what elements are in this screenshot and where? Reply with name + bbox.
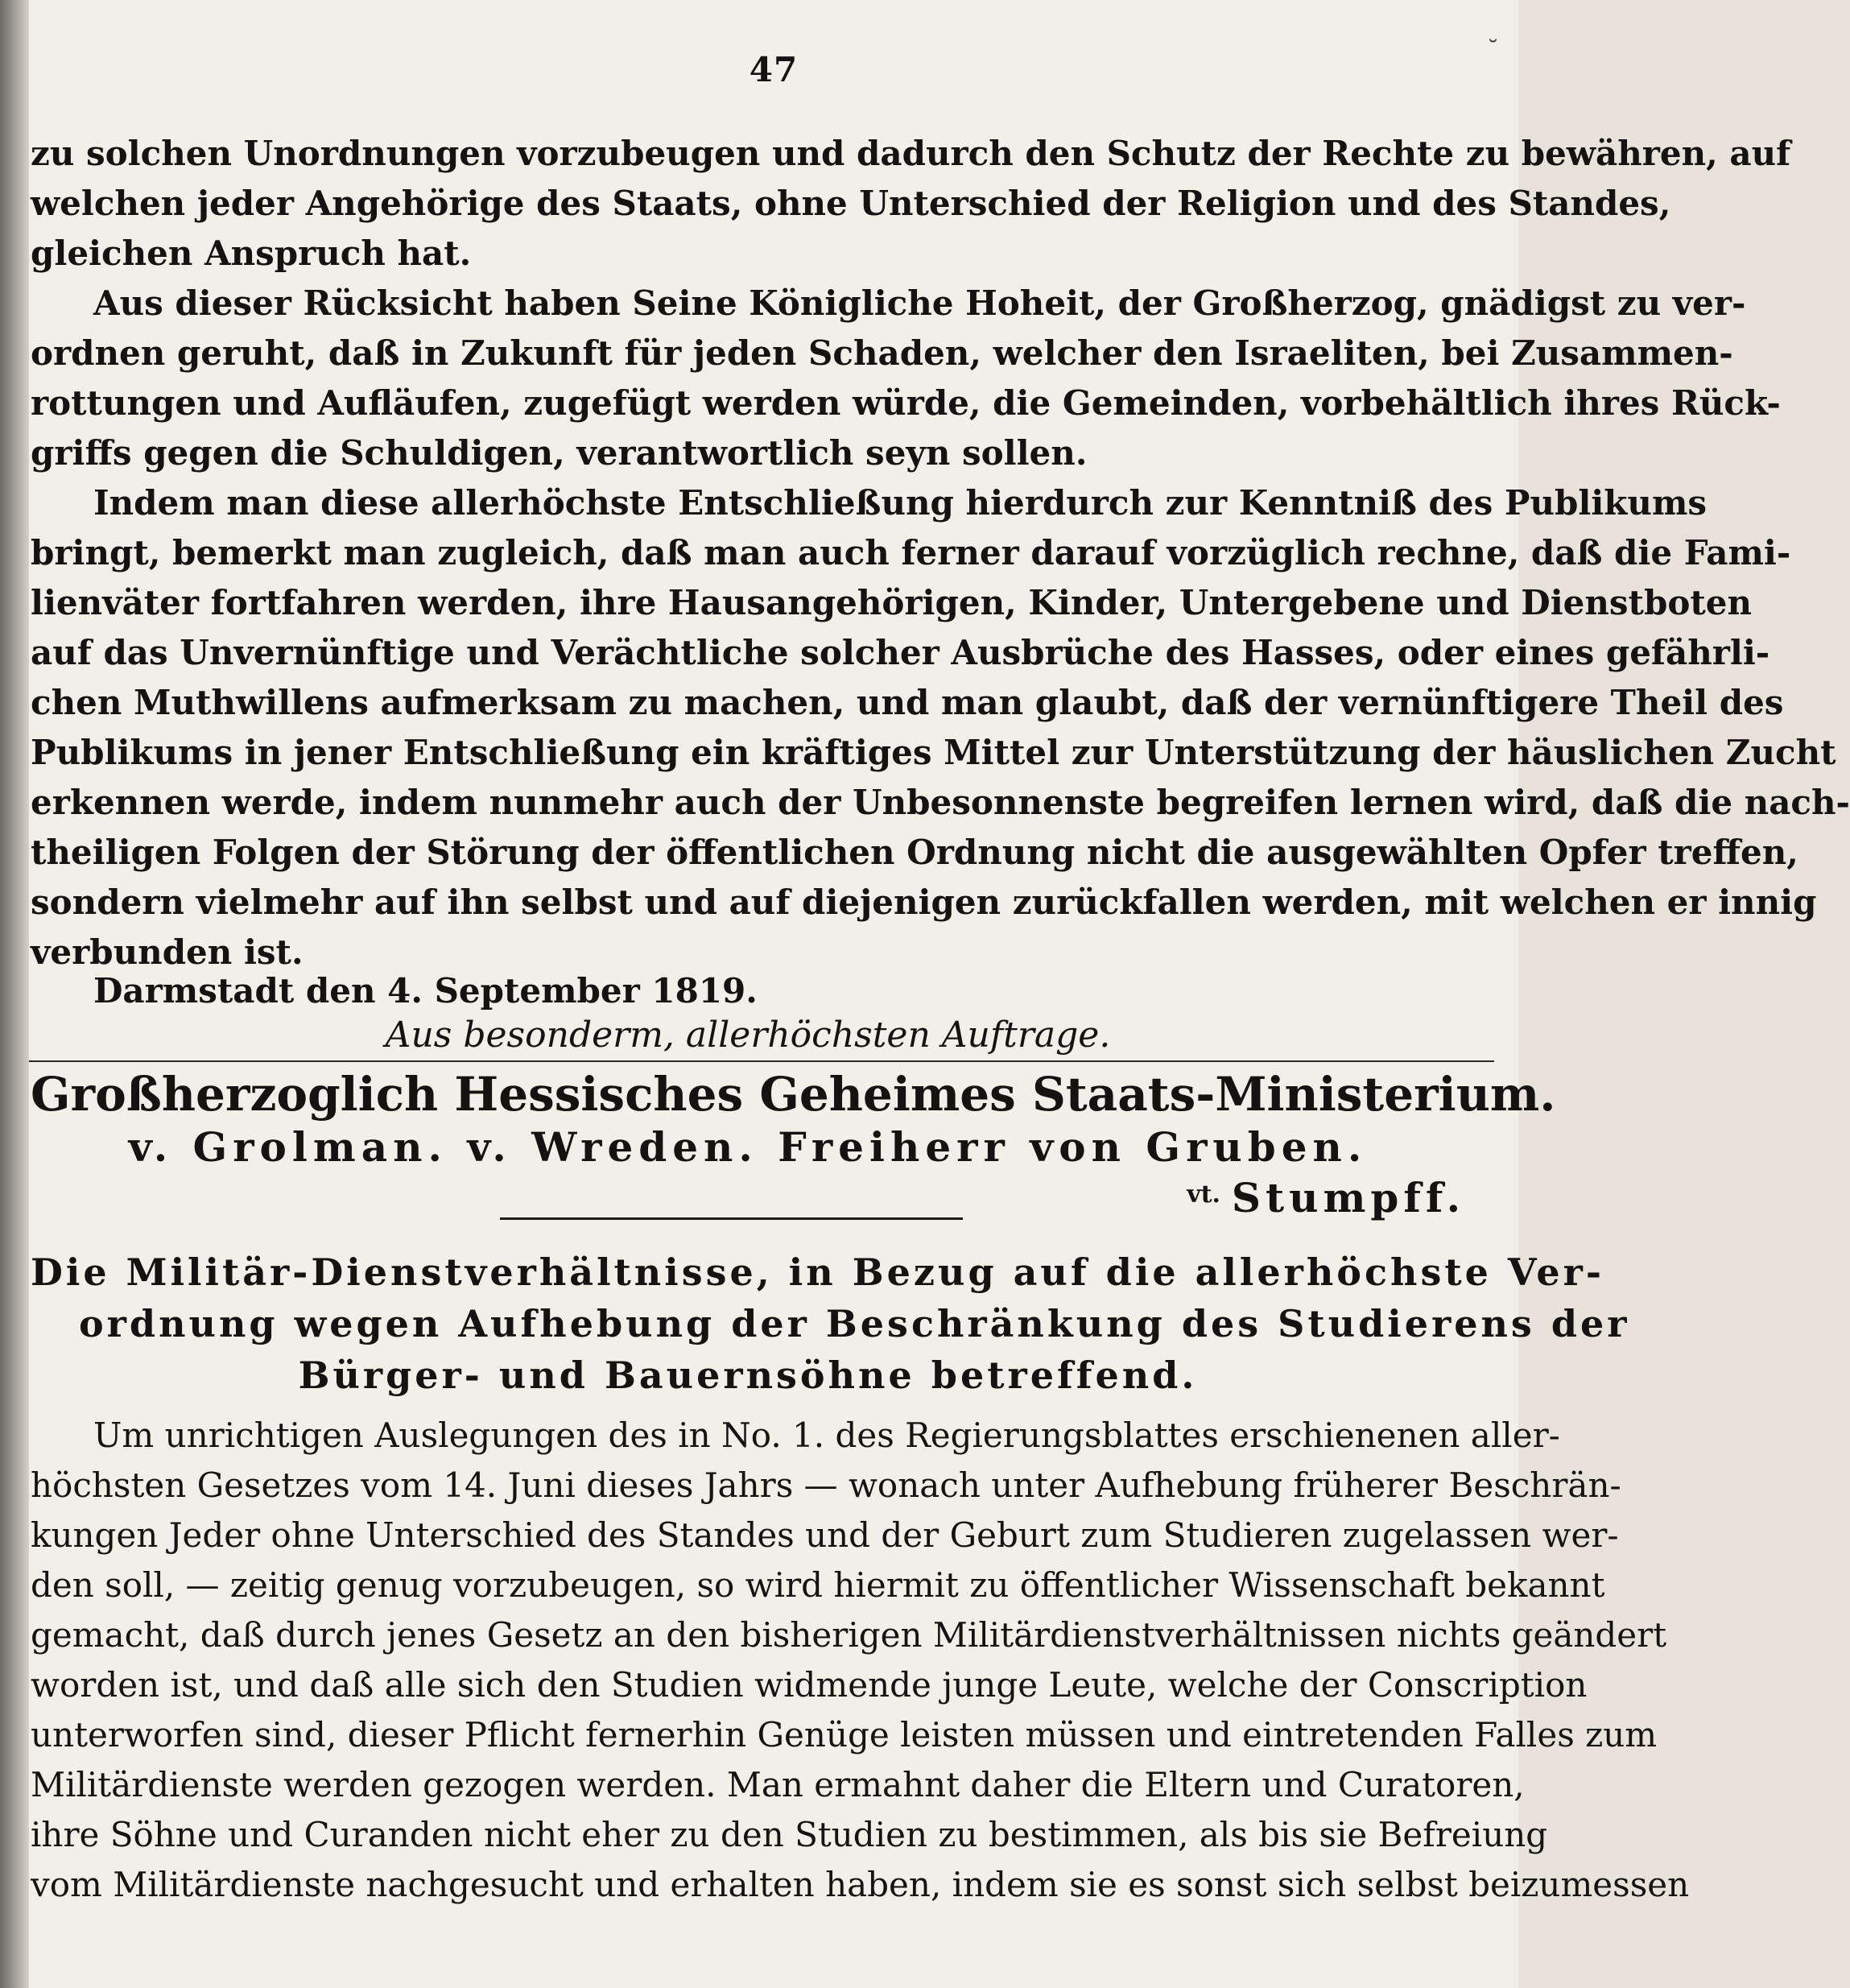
text-line: ordnen geruht, daß in Zukunft für jeden Schaden, welcher den Israeliten, bei Zusammen- — [31, 333, 1733, 373]
page-edge-mark: ˘ — [1487, 36, 1499, 64]
text-line: ihre Söhne und Curanden nicht eher zu den Studien zu bestimmen, als bis sie Befreiung — [31, 1815, 1548, 1854]
section-divider — [29, 1060, 1494, 1062]
text-line: höchsten Gesetzes vom 14. Juni dieses Jahrs — wonach unter Aufhebung früherer Beschrän- — [31, 1465, 1621, 1505]
text-line: bringt, bemerkt man zugleich, daß man auch ferner darauf vorzüglich rechne, daß die Fami- — [31, 533, 1791, 572]
text-line: griffs gegen die Schuldigen, verantwortlich seyn sollen. — [31, 433, 1088, 473]
text-line: Aus dieser Rücksicht haben Seine Königliche Hoheit, der Großherzog, gnädigst zu ver- — [93, 283, 1746, 323]
book-gutter-shadow — [0, 0, 29, 1988]
text-line: den soll, — zeitig genug vorzubeugen, so wird hiermit zu öffentlicher Wissenschaft bekannt — [31, 1565, 1605, 1605]
text-line: verbunden ist. — [31, 932, 304, 972]
text-line: unterworfen sind, dieser Pflicht fernerhin Genüge leisten müssen und eintretenden Falles zum — [31, 1715, 1658, 1754]
countersign-name: Stumpff. — [1231, 1174, 1465, 1221]
text-line: worden ist, und daß alle sich den Studien widmende junge Leute, welche der Conscription — [31, 1665, 1588, 1705]
text-line: sondern vielmehr auf ihn selbst und auf diejenigen zurückfallen werden, mit welchen er innig — [31, 882, 1817, 922]
text-line: Publikums in jener Entschließung ein kräftiges Mittel zur Unterstützung der häuslichen Zucht — [31, 733, 1836, 772]
text-line: kungen Jeder ohne Unterschied des Standes und der Geburt zum Studieren zugelassen wer- — [31, 1515, 1619, 1555]
text-line: lienväter fortfahren werden, ihre Hausangehörigen, Kinder, Untergebene und Dienstboten — [31, 583, 1753, 622]
heading-line: ordnung wegen Aufhebung der Beschränkung des Studierens der — [79, 1302, 1630, 1345]
text-line: theiligen Folgen der Störung der öffentlichen Ordnung nicht die ausgewählten Opfer treffen, — [31, 833, 1798, 872]
text-line: rottungen und Aufläufen, zugefügt werden würde, die Gemeinden, vorbehältlich ihres Rück- — [31, 383, 1781, 423]
ministry-title: Großherzoglich Hessisches Geheimes Staats-Ministerium. — [31, 1067, 1556, 1122]
authority-line: Aus besonderm, allerhöchsten Auftrage. — [385, 1015, 1111, 1056]
text-line: Militärdienste werden gezogen werden. Man ermahnt daher die Eltern und Curatoren, — [31, 1765, 1525, 1804]
text-line: welchen jeder Angehörige des Staats, ohne Unterschied der Religion und des Standes, — [31, 184, 1671, 223]
text-line: vom Militärdienste nachgesucht und erhalten haben, indem sie es sonst sich selbst beizumessen — [31, 1865, 1690, 1904]
heading-line: Bürger- und Bauernsöhne betreffend. — [298, 1354, 1198, 1397]
short-rule — [500, 1217, 963, 1220]
countersign — [31, 1174, 1465, 1221]
signatories: v. Grolman. v. Wreden. Freiherr von Gruben. — [128, 1123, 1368, 1171]
text-line: auf das Unvernünftige und Verächtliche solcher Ausbrüche des Hasses, oder eines gefährli- — [31, 633, 1770, 672]
text-line: chen Muthwillens aufmerksam zu machen, und man glaubt, daß der vernünftigere Theil des — [31, 683, 1784, 722]
text-line: gemacht, daß durch jenes Gesetz an den bisherigen Militärdienstverhältnissen nichts geändert — [31, 1615, 1667, 1655]
page-number: 47 — [749, 50, 799, 89]
text-line: zu solchen Unordnungen vorzubeugen und dadurch den Schutz der Rechte zu bewähren, auf — [31, 134, 1791, 173]
text-line: Indem man diese allerhöchste Entschließung hierdurch zur Kenntniß des Publikums — [93, 483, 1708, 523]
dateline: Darmstadt den 4. September 1819. — [93, 971, 758, 1011]
book-page — [29, 0, 1850, 1988]
text-line: erkennen werde, indem nunmehr auch der Unbesonnenste begreifen lernen wird, daß die nach- — [31, 783, 1850, 822]
countersign-prefix: vt. — [1187, 1180, 1220, 1209]
text-line: Um unrichtigen Auslegungen des in No. 1. des Regierungsblattes erschienenen aller- — [93, 1416, 1560, 1455]
text-line: gleichen Anspruch hat. — [31, 234, 472, 273]
heading-line: Die Militär-Dienstverhältnisse, in Bezug auf die allerhöchste Ver- — [31, 1250, 1604, 1294]
